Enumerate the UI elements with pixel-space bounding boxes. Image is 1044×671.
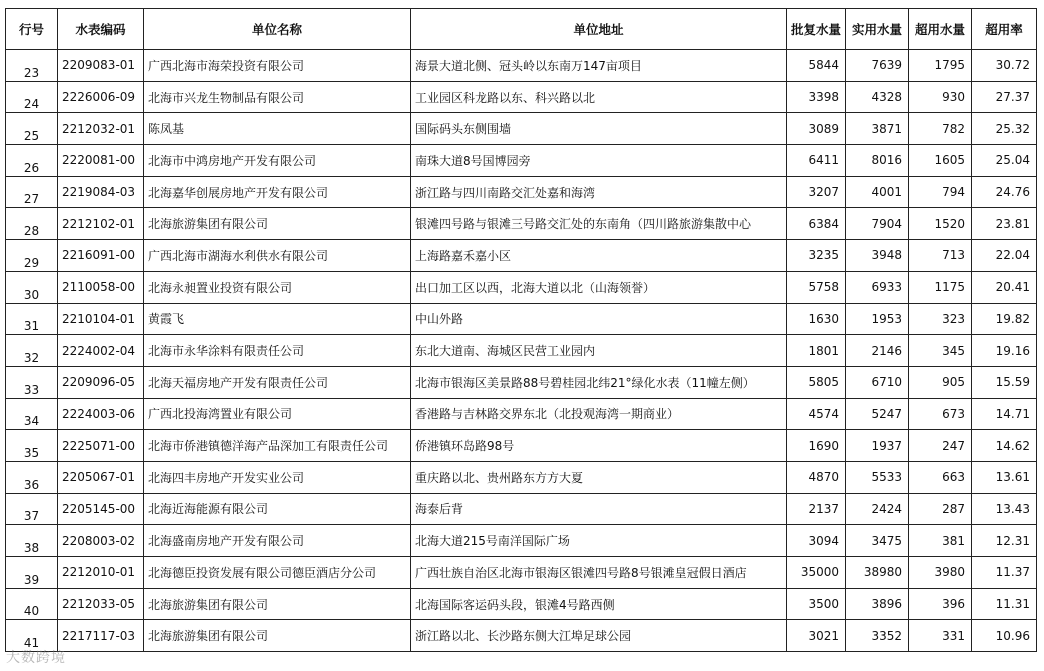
unit-address-cell: 上海路嘉禾嘉小区 bbox=[411, 240, 787, 272]
meter-code-cell: 2205067-01 bbox=[58, 461, 144, 493]
actual-volume-cell: 4001 bbox=[846, 176, 909, 208]
actual-volume-cell: 5533 bbox=[846, 461, 909, 493]
table-row bbox=[6, 557, 1037, 589]
table-row bbox=[6, 145, 1037, 177]
unit-address-cell: 侨港镇环岛路98号 bbox=[411, 430, 787, 462]
table-row bbox=[6, 430, 1037, 462]
col-header-actual-volume: 实用水量 bbox=[846, 9, 909, 50]
meter-code-cell: 2210104-01 bbox=[58, 303, 144, 335]
table-row bbox=[6, 398, 1037, 430]
excess-volume-cell: 794 bbox=[909, 176, 972, 208]
excess-volume-cell: 782 bbox=[909, 113, 972, 145]
unit-name-cell: 陈凤基 bbox=[144, 113, 411, 145]
unit-address-cell: 工业园区科龙路以东、科兴路以北 bbox=[411, 81, 787, 113]
excess-volume-cell: 713 bbox=[909, 240, 972, 272]
unit-name-cell: 北海市永华涂料有限责任公司 bbox=[144, 335, 411, 367]
row-number-cell: 25 bbox=[6, 113, 58, 145]
col-header-approved-volume: 批复水量 bbox=[787, 9, 846, 50]
unit-address-cell: 银滩四号路与银滩三号路交汇处的东南角（四川路旅游集散中心 bbox=[411, 208, 787, 240]
approved-volume-cell: 4574 bbox=[787, 398, 846, 430]
table-row bbox=[6, 493, 1037, 525]
unit-name-cell: 北海旅游集团有限公司 bbox=[144, 208, 411, 240]
meter-code-cell: 2212033-05 bbox=[58, 588, 144, 620]
excess-volume-cell: 287 bbox=[909, 493, 972, 525]
unit-address-cell: 重庆路以北、贵州路东方方大夏 bbox=[411, 461, 787, 493]
table-row bbox=[6, 588, 1037, 620]
row-number-cell: 36 bbox=[6, 461, 58, 493]
meter-code-cell: 2226006-09 bbox=[58, 81, 144, 113]
excess-rate-cell: 12.31 bbox=[972, 525, 1037, 557]
meter-code-cell: 2205145-00 bbox=[58, 493, 144, 525]
approved-volume-cell: 3207 bbox=[787, 176, 846, 208]
unit-name-cell: 北海旅游集团有限公司 bbox=[144, 620, 411, 652]
unit-address-cell: 浙江路以北、长沙路东侧大江埠足球公园 bbox=[411, 620, 787, 652]
row-number-cell: 32 bbox=[6, 335, 58, 367]
actual-volume-cell: 3352 bbox=[846, 620, 909, 652]
unit-address-cell: 出口加工区以西，北海大道以北（山海领誉） bbox=[411, 271, 787, 303]
actual-volume-cell: 6933 bbox=[846, 271, 909, 303]
excess-rate-cell: 19.16 bbox=[972, 335, 1037, 367]
table-row bbox=[6, 335, 1037, 367]
unit-name-cell: 北海天福房地产开发有限责任公司 bbox=[144, 366, 411, 398]
col-header-excess-rate: 超用率 bbox=[972, 9, 1037, 50]
actual-volume-cell: 3948 bbox=[846, 240, 909, 272]
actual-volume-cell: 38980 bbox=[846, 557, 909, 589]
unit-name-cell: 广西北投海湾置业有限公司 bbox=[144, 398, 411, 430]
table-row bbox=[6, 620, 1037, 652]
excess-volume-cell: 247 bbox=[909, 430, 972, 462]
approved-volume-cell: 6384 bbox=[787, 208, 846, 240]
approved-volume-cell: 1690 bbox=[787, 430, 846, 462]
unit-address-cell: 东北大道南、海城区民营工业园内 bbox=[411, 335, 787, 367]
meter-code-cell: 2225071-00 bbox=[58, 430, 144, 462]
row-number-cell: 38 bbox=[6, 525, 58, 557]
meter-code-cell: 2212032-01 bbox=[58, 113, 144, 145]
meter-code-cell: 2209083-01 bbox=[58, 50, 144, 82]
unit-address-cell: 海景大道北侧、冠头岭以东南万147亩项目 bbox=[411, 50, 787, 82]
excess-rate-cell: 24.76 bbox=[972, 176, 1037, 208]
unit-name-cell: 北海市侨港镇德洋海产品深加工有限责任公司 bbox=[144, 430, 411, 462]
unit-address-cell: 浙江路与四川南路交汇处嘉和海湾 bbox=[411, 176, 787, 208]
actual-volume-cell: 4328 bbox=[846, 81, 909, 113]
unit-address-cell: 北海国际客运码头段，银滩4号路西侧 bbox=[411, 588, 787, 620]
excess-volume-cell: 1520 bbox=[909, 208, 972, 240]
table-row bbox=[6, 81, 1037, 113]
actual-volume-cell: 2424 bbox=[846, 493, 909, 525]
col-header-meter-code: 水表编码 bbox=[58, 9, 144, 50]
row-number-cell: 39 bbox=[6, 557, 58, 589]
row-number-cell: 29 bbox=[6, 240, 58, 272]
unit-name-cell: 北海德臣投资发展有限公司德臣酒店分公司 bbox=[144, 557, 411, 589]
actual-volume-cell: 3475 bbox=[846, 525, 909, 557]
excess-volume-cell: 331 bbox=[909, 620, 972, 652]
row-number-cell: 27 bbox=[6, 176, 58, 208]
excess-volume-cell: 673 bbox=[909, 398, 972, 430]
actual-volume-cell: 5247 bbox=[846, 398, 909, 430]
table-row bbox=[6, 525, 1037, 557]
excess-rate-cell: 30.72 bbox=[972, 50, 1037, 82]
excess-volume-cell: 396 bbox=[909, 588, 972, 620]
table-row bbox=[6, 461, 1037, 493]
col-header-unit-name: 单位名称 bbox=[144, 9, 411, 50]
actual-volume-cell: 8016 bbox=[846, 145, 909, 177]
row-number-cell: 26 bbox=[6, 145, 58, 177]
unit-address-cell: 广西壮族自治区北海市银海区银滩四号路8号银滩皇冠假日酒店 bbox=[411, 557, 787, 589]
row-number-cell: 33 bbox=[6, 366, 58, 398]
actual-volume-cell: 7904 bbox=[846, 208, 909, 240]
unit-address-cell: 国际码头东侧围墙 bbox=[411, 113, 787, 145]
unit-address-cell: 中山外路 bbox=[411, 303, 787, 335]
header-row bbox=[6, 9, 1037, 50]
meter-code-cell: 2219084-03 bbox=[58, 176, 144, 208]
table-row bbox=[6, 50, 1037, 82]
water-overuse-table bbox=[5, 8, 1037, 652]
unit-name-cell: 北海市中鸿房地产开发有限公司 bbox=[144, 145, 411, 177]
excess-rate-cell: 25.04 bbox=[972, 145, 1037, 177]
excess-rate-cell: 14.62 bbox=[972, 430, 1037, 462]
approved-volume-cell: 4870 bbox=[787, 461, 846, 493]
table-body bbox=[6, 50, 1037, 652]
unit-name-cell: 广西北海市海荣投资有限公司 bbox=[144, 50, 411, 82]
approved-volume-cell: 3094 bbox=[787, 525, 846, 557]
watermark-text: 大数跨境 bbox=[6, 650, 66, 666]
approved-volume-cell: 2137 bbox=[787, 493, 846, 525]
excess-volume-cell: 930 bbox=[909, 81, 972, 113]
table-row bbox=[6, 240, 1037, 272]
excess-volume-cell: 905 bbox=[909, 366, 972, 398]
approved-volume-cell: 3089 bbox=[787, 113, 846, 145]
unit-address-cell: 香港路与吉林路交界东北（北投观海湾一期商业） bbox=[411, 398, 787, 430]
table-row bbox=[6, 176, 1037, 208]
excess-rate-cell: 22.04 bbox=[972, 240, 1037, 272]
col-header-excess-volume: 超用水量 bbox=[909, 9, 972, 50]
excess-volume-cell: 1605 bbox=[909, 145, 972, 177]
table-row bbox=[6, 113, 1037, 145]
unit-name-cell: 广西北海市湖海水利供水有限公司 bbox=[144, 240, 411, 272]
unit-address-cell: 南珠大道8号国博园旁 bbox=[411, 145, 787, 177]
excess-rate-cell: 11.37 bbox=[972, 557, 1037, 589]
unit-name-cell: 北海永昶置业投资有限公司 bbox=[144, 271, 411, 303]
excess-volume-cell: 3980 bbox=[909, 557, 972, 589]
unit-name-cell: 北海近海能源有限公司 bbox=[144, 493, 411, 525]
col-header-unit-address: 单位地址 bbox=[411, 9, 787, 50]
unit-name-cell: 黄霞飞 bbox=[144, 303, 411, 335]
approved-volume-cell: 6411 bbox=[787, 145, 846, 177]
approved-volume-cell: 5805 bbox=[787, 366, 846, 398]
actual-volume-cell: 3896 bbox=[846, 588, 909, 620]
meter-code-cell: 2217117-03 bbox=[58, 620, 144, 652]
meter-code-cell: 2209096-05 bbox=[58, 366, 144, 398]
excess-rate-cell: 20.41 bbox=[972, 271, 1037, 303]
excess-rate-cell: 14.71 bbox=[972, 398, 1037, 430]
row-number-cell: 35 bbox=[6, 430, 58, 462]
approved-volume-cell: 1630 bbox=[787, 303, 846, 335]
actual-volume-cell: 7639 bbox=[846, 50, 909, 82]
unit-name-cell: 北海嘉华创展房地产开发有限公司 bbox=[144, 176, 411, 208]
meter-code-cell: 2212102-01 bbox=[58, 208, 144, 240]
excess-volume-cell: 381 bbox=[909, 525, 972, 557]
approved-volume-cell: 3021 bbox=[787, 620, 846, 652]
col-header-row-no: 行号 bbox=[6, 9, 58, 50]
excess-volume-cell: 1175 bbox=[909, 271, 972, 303]
actual-volume-cell: 1953 bbox=[846, 303, 909, 335]
row-number-cell: 28 bbox=[6, 208, 58, 240]
actual-volume-cell: 6710 bbox=[846, 366, 909, 398]
approved-volume-cell: 35000 bbox=[787, 557, 846, 589]
unit-name-cell: 北海市兴龙生物制品有限公司 bbox=[144, 81, 411, 113]
approved-volume-cell: 3398 bbox=[787, 81, 846, 113]
actual-volume-cell: 3871 bbox=[846, 113, 909, 145]
table-row bbox=[6, 303, 1037, 335]
excess-rate-cell: 10.96 bbox=[972, 620, 1037, 652]
row-number-cell: 40 bbox=[6, 588, 58, 620]
actual-volume-cell: 2146 bbox=[846, 335, 909, 367]
row-number-cell: 24 bbox=[6, 81, 58, 113]
meter-code-cell: 2216091-00 bbox=[58, 240, 144, 272]
approved-volume-cell: 5758 bbox=[787, 271, 846, 303]
excess-rate-cell: 15.59 bbox=[972, 366, 1037, 398]
meter-code-cell: 2110058-00 bbox=[58, 271, 144, 303]
excess-rate-cell: 11.31 bbox=[972, 588, 1037, 620]
approved-volume-cell: 3500 bbox=[787, 588, 846, 620]
meter-code-cell: 2212010-01 bbox=[58, 557, 144, 589]
meter-code-cell: 2224002-04 bbox=[58, 335, 144, 367]
excess-rate-cell: 13.61 bbox=[972, 461, 1037, 493]
row-number-cell: 23 bbox=[6, 50, 58, 82]
approved-volume-cell: 3235 bbox=[787, 240, 846, 272]
excess-rate-cell: 25.32 bbox=[972, 113, 1037, 145]
unit-address-cell: 北海大道215号南洋国际广场 bbox=[411, 525, 787, 557]
meter-code-cell: 2220081-00 bbox=[58, 145, 144, 177]
excess-rate-cell: 23.81 bbox=[972, 208, 1037, 240]
excess-volume-cell: 323 bbox=[909, 303, 972, 335]
table-row bbox=[6, 366, 1037, 398]
excess-rate-cell: 13.43 bbox=[972, 493, 1037, 525]
table-row bbox=[6, 208, 1037, 240]
row-number-cell: 31 bbox=[6, 303, 58, 335]
unit-address-cell: 海泰后背 bbox=[411, 493, 787, 525]
excess-volume-cell: 663 bbox=[909, 461, 972, 493]
actual-volume-cell: 1937 bbox=[846, 430, 909, 462]
unit-name-cell: 北海四丰房地产开发实业公司 bbox=[144, 461, 411, 493]
approved-volume-cell: 5844 bbox=[787, 50, 846, 82]
row-number-cell: 37 bbox=[6, 493, 58, 525]
row-number-cell: 34 bbox=[6, 398, 58, 430]
unit-name-cell: 北海旅游集团有限公司 bbox=[144, 588, 411, 620]
approved-volume-cell: 1801 bbox=[787, 335, 846, 367]
excess-rate-cell: 19.82 bbox=[972, 303, 1037, 335]
table-row bbox=[6, 271, 1037, 303]
meter-code-cell: 2208003-02 bbox=[58, 525, 144, 557]
excess-rate-cell: 27.37 bbox=[972, 81, 1037, 113]
meter-code-cell: 2224003-06 bbox=[58, 398, 144, 430]
row-number-cell: 41 bbox=[6, 620, 58, 652]
excess-volume-cell: 1795 bbox=[909, 50, 972, 82]
unit-name-cell: 北海盛南房地产开发有限公司 bbox=[144, 525, 411, 557]
unit-address-cell: 北海市银海区美景路88号碧桂园北纬21°绿化水表（11幢左侧） bbox=[411, 366, 787, 398]
excess-volume-cell: 345 bbox=[909, 335, 972, 367]
row-number-cell: 30 bbox=[6, 271, 58, 303]
